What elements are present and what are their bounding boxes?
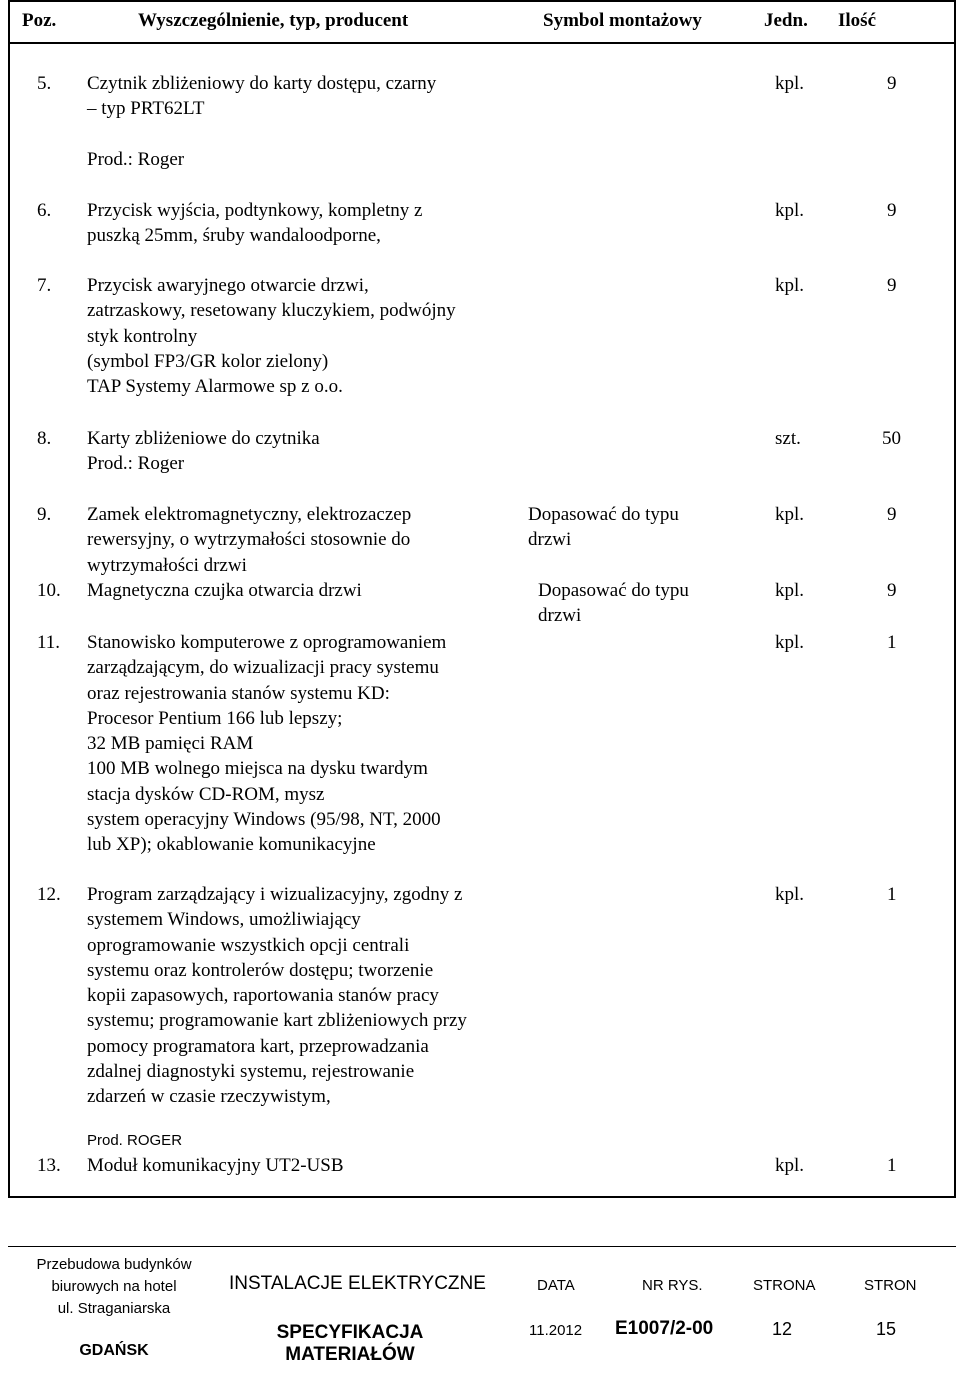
drawing-number-value: E1007/2-00 [615, 1318, 714, 1339]
table-header [8, 0, 956, 44]
item-symbol: Dopasować do typu drzwi [538, 580, 689, 627]
item-qty: 9 [887, 504, 897, 525]
item-qty: 1 [887, 1155, 897, 1176]
item-number: 12. [37, 884, 61, 905]
item-description: Czytnik zbliżeniowy do karty dostępu, czarny – typ PRT62LT Prod.: Roger [87, 73, 437, 170]
col-header-unit: Jedn. [764, 10, 808, 31]
producer-note: Prod. ROGER [87, 1132, 183, 1149]
col-header-qty: Ilość [838, 10, 876, 31]
date-label: DATA [537, 1277, 575, 1294]
item-unit: kpl. [775, 580, 805, 601]
item-qty: 9 [887, 275, 897, 296]
item-qty: 1 [887, 632, 897, 653]
col-header-poz: Poz. [22, 10, 57, 31]
item-number: 5. [37, 73, 52, 94]
item-number: 8. [37, 428, 52, 449]
project-name: Przebudowa budynków biurowych na hotel ul. Straganiarska [36, 1256, 192, 1317]
item-qty: 9 [887, 200, 897, 221]
col-header-description: Wyszczególnienie, typ, producent [138, 10, 409, 31]
item-number: 6. [37, 200, 52, 221]
total-pages-value: 15 [876, 1319, 897, 1339]
item-qty: 9 [887, 580, 897, 601]
item-qty: 50 [882, 428, 901, 449]
item-number: 7. [37, 275, 52, 296]
item-description: Przycisk awaryjnego otwarcie drzwi, zatrzaskowy, resetowany kluczykiem, podwójny styk kontrolny (symbol FP3/GR kolor zielony) TAP Systemy Alarmowe sp z o.o. [87, 275, 456, 398]
page-label: STRONA [753, 1277, 816, 1294]
item-unit: kpl. [775, 275, 805, 296]
col-header-symbol: Symbol montażowy [543, 10, 702, 31]
item-number: 11. [37, 632, 61, 653]
item-description: Zamek elektromagnetyczny, elektrozaczep rewersyjny, o wytrzymałości stosownie do wytrzymałości drzwi [87, 504, 412, 576]
item-description: Magnetyczna czujka otwarcia drzwi [87, 580, 362, 601]
item-symbol: Dopasować do typu drzwi [528, 504, 679, 551]
item-number: 13. [37, 1155, 61, 1176]
document-type: SPECYFIKACJA MATERIAŁÓW [276, 1322, 424, 1365]
item-description: Program zarządzający i wizualizacyjny, zgodny z systemem Windows, umożliwiający oprogramowanie wszystkich opcji centrali systemu oraz kontrolerów dostępu; tworzenie kopii zapasowych, raportowania stanów pracy systemu; programowanie kart zbliżeniowych przy pomocy programatora kart, przeprowadzania zdalnej diagnostyki systemu, rejestrowanie zdarzeń w czasie rzeczywistym, [87, 884, 467, 1108]
item-number: 9. [37, 504, 52, 525]
item-unit: szt. [775, 428, 801, 449]
page-value: 12 [772, 1319, 793, 1339]
item-unit: kpl. [775, 504, 805, 525]
item-description: Stanowisko komputerowe z oprogramowaniem zarządzającym, do wizualizacji pracy systemu oraz rejestrowania stanów systemu KD: Procesor Pentium 166 lub lepszy; 32 MB pamięci RAM 100 MB wolnego miejsca na dysku twardym stacja dysków CD-ROM, mysz system operacyjny Windows (95/98, NT, 2000 lub XP); okablowanie komunikacyjne [87, 632, 447, 856]
item-qty: 1 [887, 884, 897, 905]
item-number: 10. [37, 580, 61, 601]
date-value: 11.2012 [529, 1322, 583, 1339]
project-city: GDAŃSK [79, 1342, 149, 1359]
total-pages-label: STRON [864, 1277, 917, 1294]
section-name: INSTALACJE ELEKTRYCZNE [229, 1273, 486, 1294]
item-description: Karty zbliżeniowe do czytnika Prod.: Roger [87, 428, 320, 475]
item-description: Moduł komunikacyjny UT2-USB [87, 1155, 344, 1176]
item-qty: 9 [887, 73, 897, 94]
item-unit: kpl. [775, 200, 805, 221]
item-unit: kpl. [775, 884, 805, 905]
item-unit: kpl. [775, 1155, 805, 1176]
drawing-number-label: NR RYS. [642, 1277, 703, 1294]
item-description: Przycisk wyjścia, podtynkowy, kompletny z puszką 25mm, śruby wandaloodporne, [87, 200, 423, 247]
item-unit: kpl. [775, 73, 805, 94]
item-unit: kpl. [775, 632, 805, 653]
